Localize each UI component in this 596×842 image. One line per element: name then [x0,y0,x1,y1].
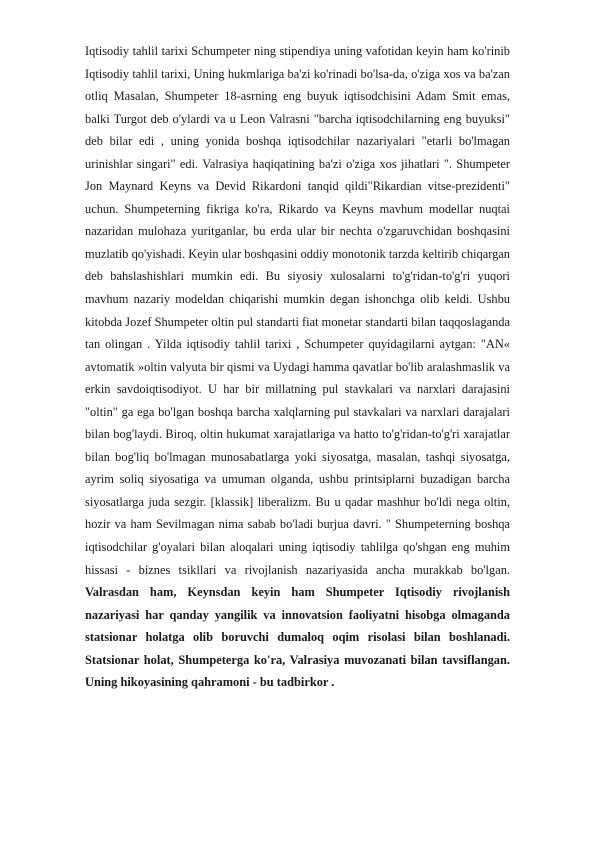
document-page [85,40,510,694]
body-paragraph [85,40,510,694]
body-text-bold: Valrasdan ham, Keynsdan keyin ham Shumpeter Iqtisodiy rivojlanish nazariyasi har qanday yangilik va innovatsion faoliyatni hisobga olmaganda statsionar holatga olib boruvchi dumaloq oqim risolasi bilan boshlanadi. Statsionar holat, Shumpeterga ko'ra, Valrasiya muvozanati bilan tavsiflangan. Uning hikoyasining qahramoni - bu tadbirkor . [85,585,510,690]
body-text: Iqtisodiy tahlil tarixi Schumpeter ning stipendiya uning vafotidan keyin ham ko'rinib Iqtisodiy tahlil tarixi, Uning hukmlariga ba'zi ko'rinadi bo'lsa-da, o'ziga xos va ba'zan otliq Masalan, Shumpeter 18-asrning eng buyuk iqtisodchisini Adam Smit emas, balki Turgot deb o'ylardi va u Leon Valrasni "barcha iqtisodchilarning eng buyuksi" deb bilar edi , uning yonida boshqa iqtisodchilar nazariyalari "etarli bo'lmagan urinishlar singari" edi. Valrasiya haqiqatining ba'zi o'ziga xos jihatlari ". Shumpeter Jon Maynard Keyns va Devid Rikardoni tanqid qildi"Rikardian vitse-prezidenti" uchun. Shumpeterning fikriga ko'ra, Rikardo va Keyns mavhum modellar nuqtai nazaridan mulohaza yuritganlar, bu erda ular bir nechta o'zgaruvchidan boshqasini muzlatib qo'yishadi. Keyin ular boshqasini oddiy monotonik tarzda keltirib chiqargan deb bahslashishlari mumkin edi. Bu siyosiy xulosalarni to'g'ridan-to'g'ri yuqori mavhum nazariy modeldan chiqarishi mumkin degan ishonchga olib keldi. Ushbu kitobda Jozef Shumpeter oltin pul standarti fiat monetar standarti bilan taqqoslaganda tan olingan . Yilda iqtisodiy tahlil tarixi , Schumpeter quyidagilarni aytgan: "AN« avtomatik »oltin valyuta bir qismi va Uydagi hamma qavatlar bo'lib aralashmaslik va erkin savdoiqtisodiyot. U har bir millatning pul stavkalari va narxlari darajasini "oltin" ga ega bo'lgan boshqa barcha xalqlarning pul stavkalari va narxlari darajalari bilan bog'laydi. Biroq, oltin hukumat xarajatlariga va hatto to'g'ridan-to'g'ri xarajatlar bilan bog'liq bo'lmagan munosabatlarga yoki siyosatga, masalan, tashqi siyosatga, ayrim soliq siyosatiga va umuman olganda, ushbu printsiplarni buzadigan barcha siyosatlarga juda sezgir. [klassik] liberalizm. Bu u qadar mashhur bo'ldi nega oltin, hozir va ham Sevilmagan nima sabab bo'ladi burjua davri. " Shumpeterning boshqa iqtisodchilar g'oyalari bilan aloqalari uning iqtisodiy tahlilga qo'shgan eng muhim hissasi - biznes tsikllari va rivojlanish nazariyasida ancha murakkab bo'lgan. [85,44,510,577]
